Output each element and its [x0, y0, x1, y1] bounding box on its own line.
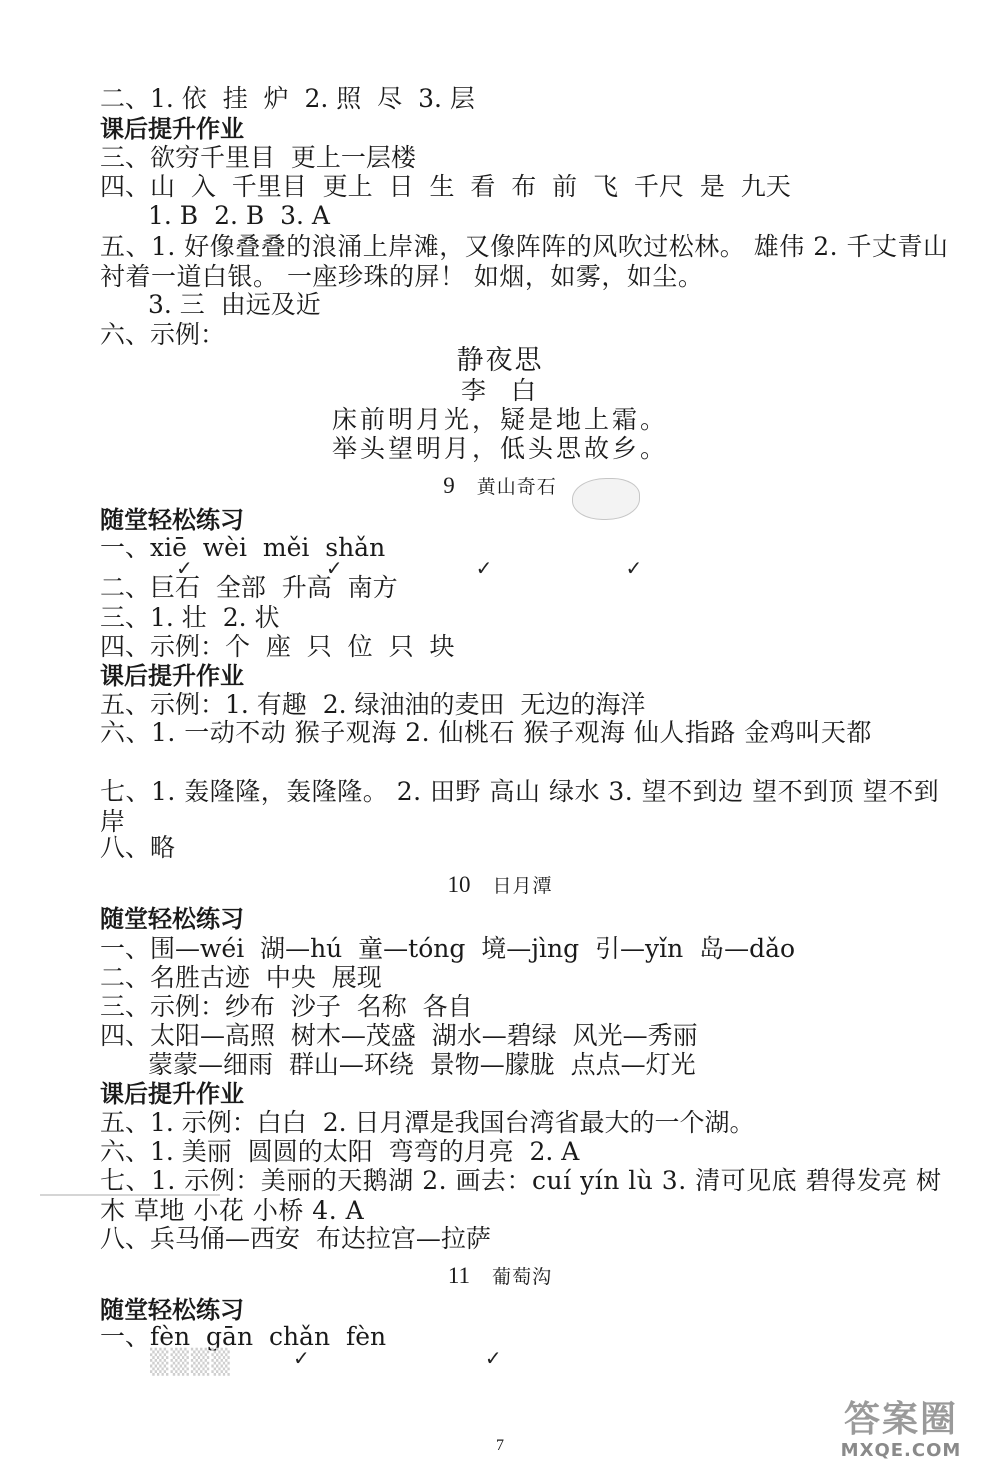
answer-line: 五、1. 示例：白白 2. 日月潭是我国台湾省最大的一个湖。	[100, 1108, 755, 1137]
lesson-title	[0, 1262, 1000, 1291]
answer-line: 八、略	[100, 833, 176, 862]
answer-line: 六、1. 美丽 圆圆的太阳 弯弯的月亮 2. A	[100, 1137, 580, 1166]
lesson-title	[0, 871, 1000, 900]
check-marks: ✓ ✓ ✓ ✓	[176, 556, 643, 580]
answer-line: 六、示例：	[100, 320, 226, 349]
lesson-number: 9	[443, 473, 455, 498]
answer-line: 1. B 2. B 3. A	[148, 201, 330, 230]
answer-line: 七、1. 示例：美丽的天鹅湖 2. 画去：cuí yín lù 3. 清可见底 碧得发亮 树木 草地 小花 小桥 4. A	[100, 1166, 942, 1225]
page-number: 7	[496, 1437, 504, 1454]
poem-line: 床前明月光，疑是地上霜。	[331, 405, 668, 434]
lesson-name: 日月潭	[492, 875, 553, 897]
answer-line: 八、兵马俑—西安 布达拉宫—拉萨	[100, 1224, 491, 1253]
answer-line: 二、1. 依 挂 炉 2. 照 尽 3. 层	[100, 84, 475, 113]
site-watermark-logo	[812, 1400, 990, 1466]
answer-line: 一、围—wéi 湖—hú 童—tóng 境—jìng 引—yǐn 岛—dǎo	[100, 934, 796, 963]
watermark-text: 答案圈	[843, 1399, 958, 1440]
answer-line: 一、xiē wèi měi shǎn	[100, 533, 386, 562]
lesson-number: 11	[447, 1263, 471, 1288]
section-heading: 课后提升作业	[100, 662, 244, 690]
answer-line: 六、1. 一动不动 猴子观海 2. 仙桃石 猴子观海 仙人指路 金鸡叫天都	[100, 718, 872, 747]
lesson-name: 葡萄沟	[492, 1266, 553, 1288]
answer-line: 一、fèn gān chǎn fèn	[100, 1322, 387, 1351]
poem-line: 举头望明月，低头思故乡。	[331, 434, 668, 463]
answer-line: 五、示例：1. 有趣 2. 绿油油的麦田 无边的海洋	[100, 690, 646, 719]
poem-title: 静夜思	[456, 346, 544, 376]
answer-line: 三、示例：纱布 沙子 名称 各自	[100, 992, 473, 1021]
answer-line: 二、巨石 全部 升高 南方	[100, 573, 398, 602]
lesson-title	[0, 472, 1000, 501]
poem-author: 李 白	[461, 376, 539, 405]
answer-line: 蒙蒙—细雨 群山—环绕 景物—朦胧 点点—灯光	[148, 1050, 696, 1079]
answer-line: 四、太阳—高照 树木—茂盛 湖水—碧绿 风光—秀丽	[100, 1021, 698, 1050]
lesson-number: 10	[447, 872, 471, 897]
section-heading: 随堂轻松练习	[100, 506, 244, 534]
answer-line: 二、名胜古迹 中央 展现	[100, 963, 382, 992]
section-heading: 随堂轻松练习	[100, 905, 244, 933]
watermark-url: MXQE.COM	[840, 1440, 962, 1461]
answer-line: 七、1. 轰隆隆，轰隆隆。 2. 田野 高山 绿水 3. 望不到边 望不到顶 望不到岸	[100, 777, 940, 836]
section-heading: 随堂轻松练习	[100, 1296, 244, 1324]
answer-line: 三、1. 壮 2. 状	[100, 603, 280, 632]
answer-line: 3. 三 由远及近	[148, 290, 321, 319]
answer-line: 五、1. 好像叠叠的浪涌上岸滩，又像阵阵的风吹过松林。 雄伟 2. 千丈青山衬着一道白银。 一座珍珠的屏！ 如烟，如雾，如尘。	[100, 232, 949, 291]
check-marks: ✓ ✓	[293, 1346, 502, 1370]
lesson-name: 黄山奇石	[476, 476, 557, 498]
answer-line: 四、示例：个 座 只 位 只 块	[100, 632, 455, 661]
faded-stamp: ▒▒▒▒	[150, 1348, 232, 1376]
answer-line: 三、欲穷千里目 更上一层楼	[100, 143, 416, 172]
section-heading: 课后提升作业	[100, 115, 244, 143]
section-heading: 课后提升作业	[100, 1080, 244, 1108]
answer-line: 四、山 入 千里目 更上 日 生 看 布 前 飞 千尺 是 九天	[100, 172, 791, 201]
